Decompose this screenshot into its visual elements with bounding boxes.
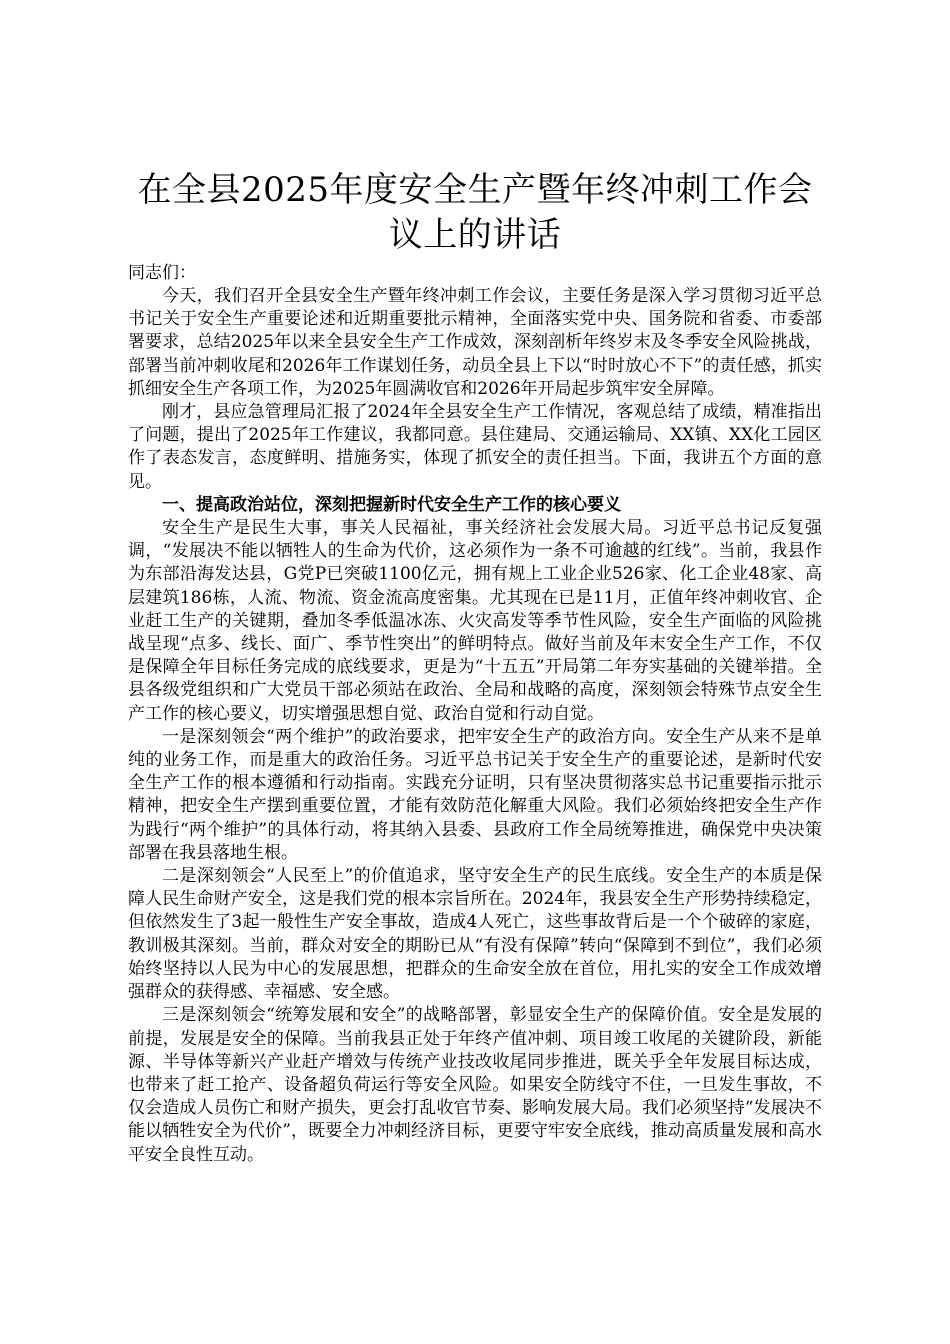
- document-page: [128, 168, 822, 1167]
- paragraph-section1-point1: 一是深刻领会“两个维护”的政治要求，把牢安全生产的政治方向。安全生产从来不是单纯的业务工作，而是重大的政治任务。习近平总书记关于安全生产的重要论述，是新时代安全生产工作的根本遵循和行动指南。实践充分证明，只有坚决贯彻落实总书记重要指示批示精神，把安全生产摆到重要位置，才能有效防范化解重大风险。我们必须始终把安全生产作为践行“两个维护”的具体行动，将其纳入县委、县政府工作全局统筹推进，确保党中央决策部署在我县落地生根。: [128, 726, 822, 863]
- paragraph-reports: 刚才，县应急管理局汇报了2024年全县安全生产工作情况，客观总结了成绩，精准指出了问题，提出了2025年工作建议，我都同意。县住建局、交通运输局、XX镇、XX化工园区作了表态发言，态度鲜明、措施务实，体现了抓安全的责任担当。下面，我讲五个方面的意见。: [128, 402, 822, 492]
- section-heading-1: 一、提高政治站位，深刻把握新时代安全生产工作的核心要义: [162, 494, 621, 515]
- salutation: 同志们：: [128, 263, 196, 283]
- paragraph-section1-point2: 二是深刻领会“人民至上”的价值追求，坚守安全生产的民生底线。安全生产的本质是保障人民生命财产安全，这是我们党的根本宗旨所在。2024年，我县安全生产形势持续稳定，但依然发生了3起一般性生产安全事故，造成4人死亡，这些事故背后是一个个破碎的家庭，教训极其深刻。当前，群众对安全的期盼已从“有没有保障”转向“保障到不到位”，我们必须始终坚持以人民为中心的发展思想，把群众的生命安全放在首位，用扎实的安全工作成效增强群众的获得感、幸福感、安全感。: [128, 866, 822, 1003]
- document-title: 在全县2025年度安全生产暨年终冲刺工作会议上的讲话: [137, 170, 813, 255]
- paragraph-opening: 今天，我们召开全县安全生产暨年终冲刺工作会议，主要任务是深入学习贯彻习近平总书记关于安全生产重要论述和近期重要批示精神，全面落实党中央、国务院和省委、市委部署要求，总结2025年以来全县安全生产工作成效，深刻剖析年终岁末及冬季安全风险挑战，部署当前冲刺收尾和2026年工作谋划任务，动员全县上下以“时时放心不下”的责任感，抓实抓细安全生产各项工作，为2025年圆满收官和2026年开局起步筑牢安全屏障。: [128, 286, 822, 399]
- paragraph-section1-intro: 安全生产是民生大事，事关人民福祉，事关经济社会发展大局。习近平总书记反复强调，“发展决不能以牺牲人的生命为代价，这必须作为一条不可逾越的红线”。当前，我县作为东部沿海发达县，G党P已突破1100亿元，拥有规上工业企业526家、化工企业48家、高层建筑186栋，人流、物流、资金流高度密集。尤其现在已是11月，正值年终冲刺收官、企业赶工生产的关键期，叠加冬季低温冰冻、火灾高发等季节性风险，安全生产面临的风险挑战呈现“点多、线长、面广、季节性突出”的鲜明特点。做好当前及年末安全生产工作，不仅是保障全年目标任务完成的底线要求，更是为“十五五”开局第二年夯实基础的关键举措。全县各级党组织和广大党员干部必须站在政治、全局和战略的高度，深刻领会特殊节点安全生产工作的核心要义，切实增强思想自觉、政治自觉和行动自觉。: [128, 518, 822, 724]
- paragraph-section1-point3: 三是深刻领会“统筹发展和安全”的战略部署，彰显安全生产的保障价值。安全是发展的前提，发展是安全的保障。当前我县正处于年终产值冲刺、项目竣工收尾的关键阶段，新能源、半导体等新兴产业赶产增效与传统产业技改收尾同步推进，既关乎全年发展目标达成，也带来了赶工抢产、设备超负荷运行等安全风险。如果安全防线守不住，一旦发生事故，不仅会造成人员伤亡和财产损失，更会打乱收官节奏、影响发展大局。我们必须坚持“发展决不能以牺牲安全为代价”，既要全力冲刺经济目标，更要守牢安全底线，推动高质量发展和高水平安全良性互动。: [128, 1005, 822, 1165]
